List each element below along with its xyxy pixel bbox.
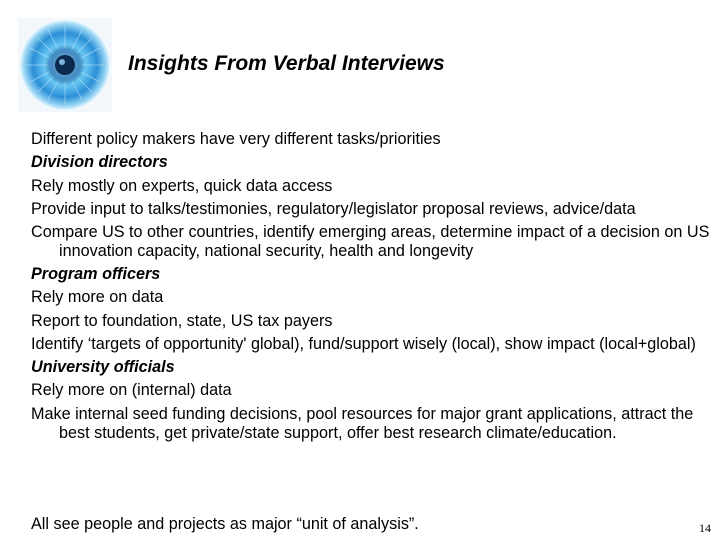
slide-title: Insights From Verbal Interviews bbox=[128, 52, 445, 75]
body-line: Rely mostly on experts, quick data access bbox=[31, 176, 333, 195]
logo-icon bbox=[18, 18, 112, 112]
body-line: Provide input to talks/testimonies, regulatory/legislator proposal reviews, advice/data bbox=[31, 199, 636, 218]
section-heading-university-officials: University officials bbox=[31, 358, 175, 377]
slide-footer-text: All see people and projects as major “unit of analysis”. bbox=[31, 515, 419, 533]
slide-body bbox=[31, 128, 711, 445]
body-line: Rely more on data bbox=[31, 288, 164, 307]
section-heading-program-officers: Program officers bbox=[31, 265, 161, 284]
body-line: Rely more on (internal) data bbox=[31, 381, 232, 400]
body-line: Different policy makers have very different tasks/priorities bbox=[31, 130, 441, 148]
body-line: Report to foundation, state, US tax payers bbox=[31, 311, 333, 330]
body-line: Make internal seed funding decisions, pool resources for major grant applications, attract the best students, get private/state support, offer best research climate/education. bbox=[31, 404, 694, 442]
body-line: Identify ‘targets of opportunity' global), fund/support wisely (local), show impact (local+global) bbox=[31, 335, 696, 354]
body-line: Compare US to other countries, identify emerging areas, determine impact of a decision on US innovation capacity, national security, health and longevity bbox=[31, 223, 710, 261]
page-number: 14 bbox=[699, 521, 711, 535]
section-heading-division-directors: Division directors bbox=[31, 153, 168, 172]
